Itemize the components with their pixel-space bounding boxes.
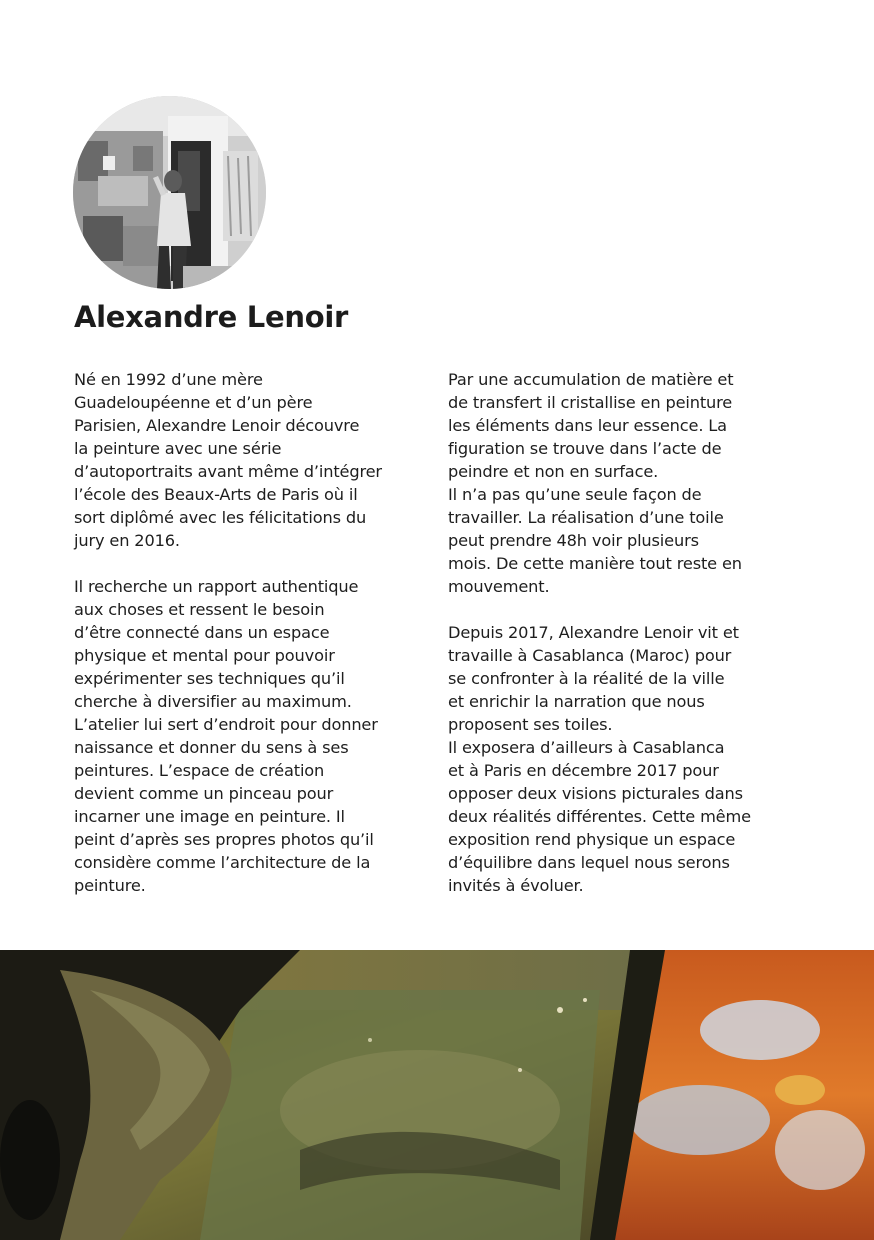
bio-right-column <box>448 368 813 897</box>
bio-paragraph: Par une accumulation de matière et de transfert il cristallise en peinture les éléments dans leur essence. La figuration se trouve dans l’acte de peindre et non en surface. Il n’a pas qu’une seule façon de travailler. La réalisation d’une toile peut prendre 48h voir plusieurs mois. De cette manière tout reste en mouvement. <box>448 370 742 596</box>
artist-portrait-photo <box>73 96 266 289</box>
painting-detail-photo <box>0 950 874 1240</box>
artist-name-heading: Alexandre Lenoir <box>74 300 348 334</box>
bio-paragraph: Depuis 2017, Alexandre Lenoir vit et travaille à Casablanca (Maroc) pour se confronter à la réalité de la ville et enrichir la narration que nous proposent ses toiles. Il exposera d’ailleurs à Casablanca et à Paris en décembre 2017 pour opposer deux visions picturales dans deux réalités différentes. Cette même exposition rend physique un espace d’équilibre dans lequel nous serons invités à évoluer. <box>448 623 751 895</box>
bio-paragraph: Il recherche un rapport authentique aux choses et ressent le besoin d’être connecté dans un espace physique et mental pour pouvoir expérimenter ses techniques qu’il cherche à diversifier au maximum. L’atelier lui sert d’endroit pour donner naissance et donner du sens à ses peintures. L’espace de création devient comme un pinceau pour incarner une image en peinture. Il peint d’après ses propres photos qu’il considère comme l’architecture de la peinture. <box>74 577 378 895</box>
bio-paragraph: Né en 1992 d’une mère Guadeloupéenne et d’un père Parisien, Alexandre Lenoir découvre la peinture avec une série d’autoportraits avant même d’intégrer l’école des Beaux-Arts de Paris où il sort diplômé avec les félicitations du jury en 2016. <box>74 370 382 550</box>
bio-left-column <box>74 368 434 897</box>
